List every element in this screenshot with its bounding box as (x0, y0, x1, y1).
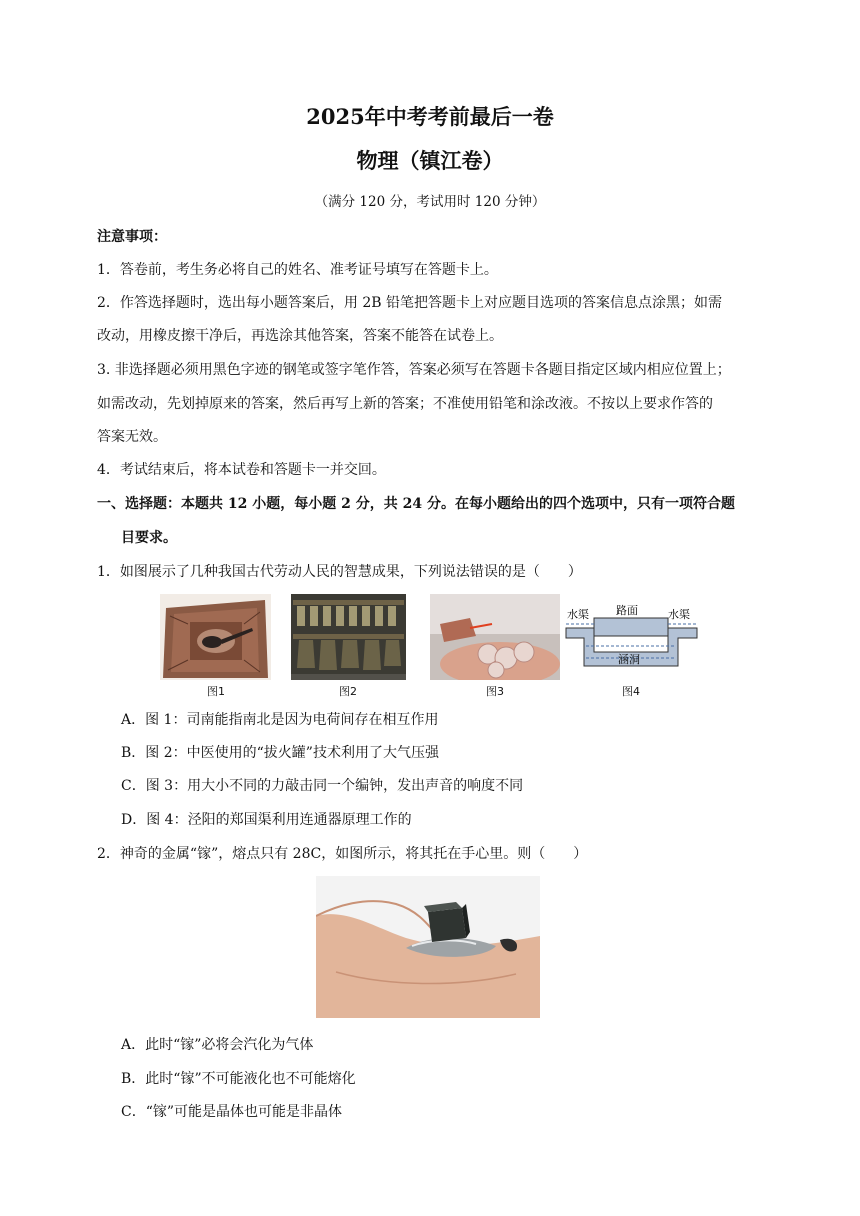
fig-caption-3: 图3 (486, 685, 504, 698)
q1-option-d: D．图 4：泾阳的郑国渠利用连通器原理工作的 (121, 812, 412, 828)
q1-option-a: A．图 1：司南能指南北是因为电荷间存在相互作用 (121, 712, 439, 728)
section-1-heading-cont: 目要求。 (121, 530, 177, 546)
note-item-2-line-2: 改动，用橡皮擦干净后，再选涂其他答案，答案不能答在试卷上。 (97, 328, 503, 344)
canal-culvert-figure (564, 594, 699, 680)
fig-caption-1: 图1 (207, 685, 225, 698)
gallium-in-hand-figure (316, 876, 540, 1018)
q2-option-b: B．此时“镓”不可能液化也不可能熔化 (121, 1071, 356, 1087)
note-item-1: 1．答卷前，考生务必将自己的姓名、准考证号填写在答题卡上。 (97, 262, 498, 278)
section-1-heading: 一、选择题：本题共 12 小题，每小题 2 分，共 24 分。在每小题给出的四个选项中，只有一项符合题 (97, 496, 735, 512)
question-1-stem: 1．如图展示了几种我国古代劳动人民的智慧成果，下列说法错误的是（ ） (97, 564, 582, 580)
notes-heading: 注意事项： (97, 229, 167, 245)
exam-title: 2025年中考考前最后一卷 (306, 104, 554, 129)
note-item-2-line-1: 2．作答选择题时，选出每小题答案后，用 2B 铅笔把答题卡上对应题目选项的答案信息点涂黑；如需 (97, 295, 723, 311)
note-item-4: 4．考试结束后，将本试卷和答题卡一并交回。 (97, 462, 386, 478)
exam-subject: 物理（镇江卷） (356, 148, 504, 173)
question-1-figures (160, 594, 705, 700)
fig-caption-4: 图4 (622, 685, 640, 698)
exam-info: （满分 120 分，考试用时 120 分钟） (314, 194, 546, 210)
fig4-label-left: 水渠 (567, 608, 589, 621)
question-2-stem: 2．神奇的金属“镓”，熔点只有 28C，如图所示，将其托在手心里。则（ ） (97, 846, 588, 862)
note-item-3-line-3: 答案无效。 (97, 429, 167, 445)
cupping-figure (430, 594, 560, 680)
q1-option-b: B．图 2：中医使用的“拔火罐”技术利用了大气压强 (121, 745, 439, 761)
fig-caption-2: 图2 (339, 685, 357, 698)
note-item-3-line-1: 3. 非选择题必须用黑色字迹的钢笔或签字笔作答，答案必须写在答题卡各题目指定区域内相应位置上； (97, 362, 731, 378)
note-item-3-line-2: 如需改动，先划掉原来的答案，然后再写上新的答案；不准使用铅笔和涂改液。不按以上要求作答的 (97, 396, 713, 412)
q1-option-c: C．图 3：用大小不同的力敲击同一个编钟，发出声音的响度不同 (121, 778, 524, 794)
fig4-label-road: 路面 (616, 604, 638, 617)
compass-figure (160, 594, 271, 680)
fig4-label-right: 水渠 (668, 608, 690, 621)
q2-option-a: A．此时“镓”必将会汽化为气体 (121, 1037, 314, 1053)
bianzhong-bells-figure (291, 594, 406, 680)
fig4-label-culvert: 涵洞 (618, 653, 640, 666)
q2-option-c: C．“镓”可能是晶体也可能是非晶体 (121, 1104, 343, 1120)
